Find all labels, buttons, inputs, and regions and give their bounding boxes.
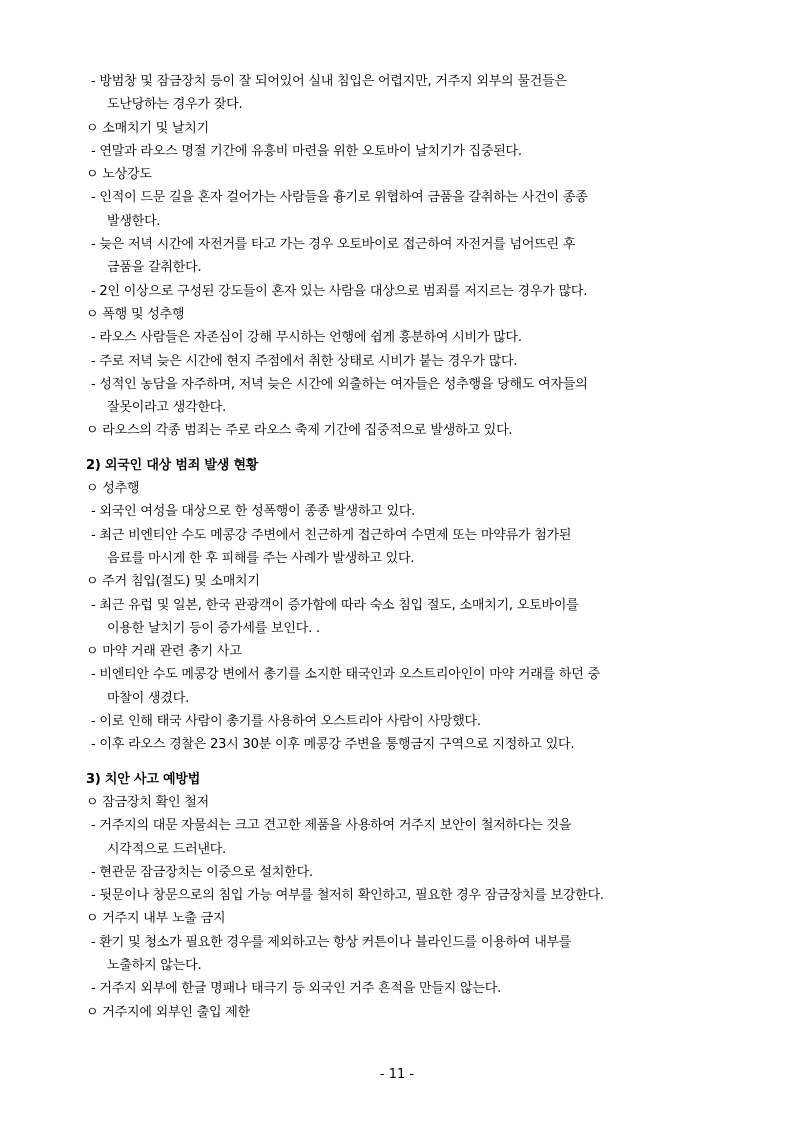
- bullet-line: - 인적이 드문 길을 혼자 걸어가는 사람들을 흉기로 위협하여 금품을 갈취하는 사건이 종종: [91, 190, 588, 206]
- section-item: ㅇ 잠금장치 확인 철저: [86, 794, 210, 810]
- page-number: - 11 -: [379, 1067, 415, 1082]
- continuation-line: 이용한 날치기 등이 증가세를 보인다. .: [107, 620, 320, 636]
- bullet-line: - 방범창 및 잠금장치 등이 잘 되어있어 실내 침입은 어렵지만, 거주지 외부의 물건들은: [91, 74, 567, 89]
- section-item: ㅇ 거주지 내부 노출 금지: [86, 911, 226, 927]
- section-item: ㅇ 성추행: [86, 481, 140, 497]
- bullet-line: - 이후 라오스 경찰은 23시 30분 이후 메콩강 주변을 통행금지 구역으로 지정하고 있다.: [91, 737, 575, 753]
- continuation-line: 발생한다.: [107, 213, 161, 229]
- section-item: ㅇ 라오스의 각종 범죄는 주로 라오스 축제 기간에 집중적으로 발생하고 있다.: [86, 423, 513, 439]
- bullet-line: - 연말과 라오스 명절 기간에 유흥비 마련을 위한 오토바이 날치기가 집중된다.: [91, 143, 522, 159]
- bullet-line: - 현관문 잠금장치는 이중으로 설치한다.: [91, 864, 313, 880]
- bullet-line: - 외국인 여성을 대상으로 한 성폭행이 종종 발생하고 있다.: [91, 504, 416, 520]
- bullet-line: - 거주지의 대문 자물쇠는 크고 견고한 제품을 사용하여 거주지 보안이 철저하다는 것을: [91, 818, 572, 834]
- bullet-line: - 최근 비엔티안 수도 메콩강 주변에서 친근하게 접근하여 수면제 또는 마약류가 첨가된: [91, 527, 572, 543]
- bullet-line: - 라오스 사람들은 자존심이 강해 무시하는 언행에 쉽게 흥분하여 시비가 많다.: [91, 330, 522, 346]
- document-body: [0, 70, 794, 1024]
- spacer: [0, 443, 794, 454]
- spacer: [0, 757, 794, 768]
- continuation-line: 도난당하는 경우가 잦다.: [107, 97, 243, 113]
- section-heading: 3) 치안 사고 예방법: [86, 771, 201, 787]
- section-item: ㅇ 소매치기 및 날치기: [86, 120, 210, 136]
- section-item: ㅇ 마약 거래 관련 총기 사고: [86, 644, 242, 660]
- section-item: ㅇ 노상강도: [86, 167, 152, 183]
- continuation-line: 잘못이라고 생각한다.: [107, 400, 227, 416]
- bullet-line: - 성적인 농담을 자주하며, 저녁 늦은 시간에 외출하는 여자들은 성추행을 당해도 여자들의: [91, 376, 588, 392]
- continuation-line: 마찰이 생겼다.: [107, 690, 190, 706]
- continuation-line: 금품을 갈취한다.: [107, 260, 202, 276]
- bullet-line: - 최근 유럽 및 일본, 한국 관광객이 증가함에 따라 숙소 침입 절도, 소매치기, 오토바이를: [91, 597, 579, 613]
- continuation-line: 음료를 마시게 한 후 피해를 주는 사례가 발생하고 있다.: [107, 550, 415, 566]
- bullet-line: - 이로 인해 태국 사람이 총기를 사용하여 오스트리아 사람이 사망했다.: [91, 714, 481, 730]
- bullet-line: - 거주지 외부에 한글 명패나 태극기 등 외국인 거주 흔적을 만들지 않는다.: [91, 981, 502, 997]
- bullet-line: - 뒷문이나 창문으로의 침입 가능 여부를 철저히 확인하고, 필요한 경우 잠금장치를 보강한다.: [91, 888, 604, 904]
- section-heading: 2) 외국인 대상 범죄 발생 현황: [86, 457, 259, 473]
- continuation-line: 시각적으로 드러낸다.: [107, 841, 227, 857]
- section-item: ㅇ 주거 침입(절도) 및 소매치기: [86, 574, 260, 590]
- continuation-line: 노출하지 않는다.: [107, 957, 202, 973]
- bullet-line: - 환기 및 청소가 필요한 경우를 제외하고는 항상 커튼이나 블라인드를 이용하여 내부를: [91, 934, 572, 950]
- bullet-line: - 2인 이상으로 구성된 강도들이 혼자 있는 사람을 대상으로 범죄를 저지르는 경우가 많다.: [91, 283, 588, 299]
- section-item: ㅇ 폭행 및 성추행: [86, 306, 185, 322]
- bullet-line: - 늦은 저녁 시간에 자전거를 타고 가는 경우 오토바이로 접근하여 자전거를 넘어뜨린 후: [91, 237, 576, 253]
- section-item: ㅇ 거주지에 외부인 출입 제한: [86, 1004, 251, 1020]
- bullet-line: - 비엔티안 수도 메콩강 변에서 총기를 소지한 태국인과 오스트리아인이 마약 거래를 하던 중: [91, 667, 600, 683]
- bullet-line: - 주로 저녁 늦은 시간에 현지 주점에서 취한 상태로 시비가 붙는 경우가 많다.: [91, 353, 518, 369]
